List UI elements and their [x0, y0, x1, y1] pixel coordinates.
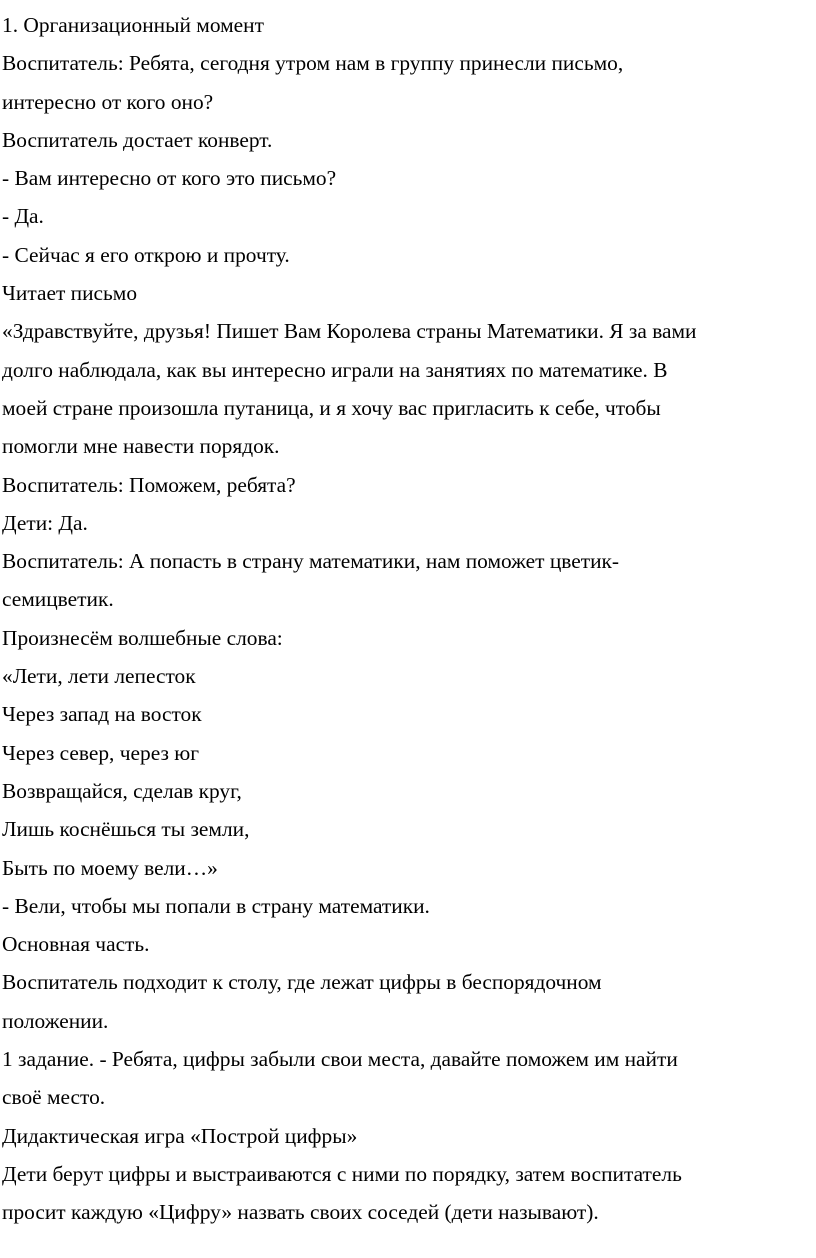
task-line: своё место. — [2, 1085, 106, 1110]
document-page — [0, 6, 816, 1232]
task-line: 1 задание. - Ребята, цифры забыли свои места, давайте поможем им найти — [2, 1047, 678, 1072]
text-line: просит каждую «Цифру» назвать своих соседей (дети называют). — [2, 1200, 599, 1225]
poem-line: Возвращайся, сделав круг, — [2, 778, 242, 803]
poem-line: Лишь коснёшься ты земли, — [2, 817, 250, 842]
dialogue-line: Дети: Да. — [2, 510, 88, 535]
poem-line: Через север, через юг — [2, 740, 200, 765]
text-line: Воспитатель подходит к столу, где лежат цифры в беспорядочном — [2, 970, 602, 995]
text-line: Воспитатель: Ребята, сегодня утром нам в группу принесли письмо, — [2, 51, 624, 76]
letter-line: «Здравствуйте, друзья! Пишет Вам Королева страны Математики. Я за вами — [2, 319, 697, 344]
poem-line: «Лети, лети лепесток — [2, 664, 196, 689]
dialogue-line: семицветик. — [2, 587, 114, 612]
section-heading-organizational: 1. Организационный момент — [2, 13, 264, 37]
section-heading-main: Основная часть. — [2, 932, 150, 957]
text-line: Воспитатель достает конверт. — [2, 127, 273, 152]
dialogue-line: - Вели, чтобы мы попали в страну математики. — [2, 893, 430, 918]
letter-line: помогли мне навести порядок. — [2, 434, 280, 459]
letter-line: моей стране произошла путаница, и я хочу вас пригласить к себе, чтобы — [2, 395, 661, 420]
dialogue-line: Воспитатель: А попасть в страну математики, нам поможет цветик- — [2, 549, 620, 574]
poem-line: Через запад на восток — [2, 702, 202, 727]
text-line: Дети берут цифры и выстраиваются с ними по порядку, затем воспитатель — [2, 1161, 682, 1186]
text-line: Произнесём волшебные слова: — [2, 625, 283, 650]
text-line: положении. — [2, 1008, 109, 1033]
dialogue-line: - Да. — [2, 204, 44, 229]
dialogue-line: Воспитатель: Поможем, ребята? — [2, 472, 296, 497]
text-line: Читает письмо — [2, 281, 138, 306]
poem-line: Быть по моему вели…» — [2, 855, 218, 880]
dialogue-line: - Сейчас я его открою и прочту. — [2, 242, 290, 267]
game-title-line: Дидактическая игра «Построй цифры» — [2, 1123, 358, 1148]
dialogue-line: - Вам интересно от кого это письмо? — [2, 166, 337, 191]
letter-line: долго наблюдала, как вы интересно играли на занятиях по математике. В — [2, 357, 668, 382]
text-line: интересно от кого оно? — [2, 89, 214, 114]
